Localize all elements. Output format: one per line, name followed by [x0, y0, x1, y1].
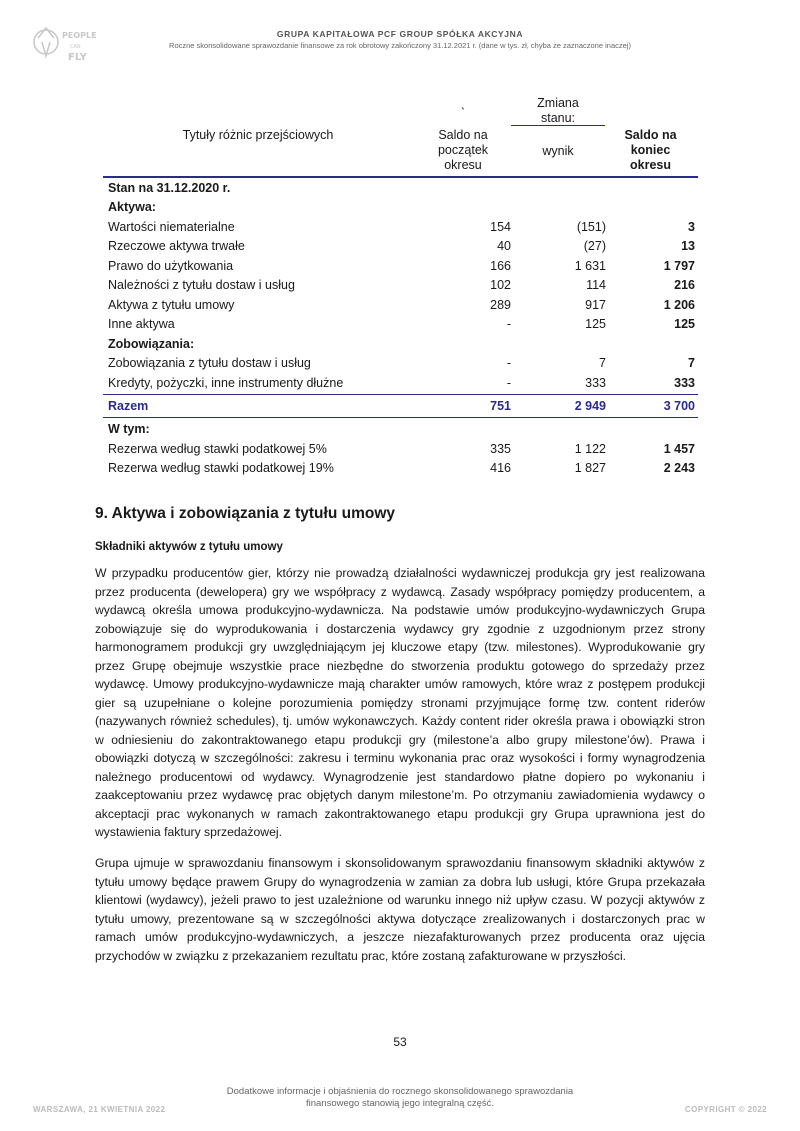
row-label: Wartości niematerialne [108, 219, 235, 234]
cell-closing: 3 700 [663, 398, 695, 413]
logo-text-people: PEOPLE [62, 31, 97, 40]
row-label: Prawo do użytkowania [108, 258, 234, 273]
paragraph-2: Grupa ujmuje w sprawozdaniu finansowym i skonsolidowanym sprawozdaniu finansowym składniki aktywów z tytułu umowy będące prawem Grupy do wynagrodzenia w zamian za dobra lub usługi, które Grupa przekazała klientowi (wydawcy), jeżeli prawo to jest uzależnione od warunku innego niż upływ czasu. W pozycji aktywów z tytułu umowy, prezentowane są w szczególności aktywa dotyczące zrealizowanych i dostarczonych prac w ramach umów produkcyjno-wydawniczych, a jeszcze niezafakturowanych przez producenta oraz ujęcia przychodów w związku z przekazaniem rezultatu prac, które zostaną zafakturowane w przyszłości. [95, 856, 705, 963]
table-row [103, 373, 698, 393]
col-label-header: Tytuły różnic przejściowych [182, 128, 334, 142]
logo-text-can: CAN [70, 44, 81, 50]
table-row [103, 237, 698, 257]
cell-closing: 1 797 [663, 258, 695, 273]
cell-opening: - [506, 317, 511, 332]
col-open-header: Saldo na początek okresu [437, 128, 489, 172]
cell-closing: 3 [688, 219, 695, 234]
cell-closing: 2 243 [663, 461, 695, 476]
table-row [103, 295, 698, 315]
company-logo [32, 22, 97, 74]
row-label: Aktywa z tytułu umowy [108, 297, 235, 312]
col-change-group-header: Zmiana stanu: [537, 96, 579, 125]
row-label: Należności z tytułu dostaw i usług [108, 278, 295, 293]
section-title: 9. Aktywa i zobowiązania z tytułu umowy [95, 505, 396, 522]
footer-copyright: COPYRIGHT © 2022 [684, 1105, 767, 1114]
stray-backtick: ` [460, 106, 466, 120]
cell-opening: 40 [497, 239, 511, 254]
table-body [103, 178, 698, 478]
table-section-row [103, 420, 698, 440]
cell-closing: 13 [681, 239, 695, 254]
cell-opening: 289 [490, 297, 511, 312]
cell-closing: 1 457 [663, 441, 695, 456]
cell-change: 2 949 [574, 398, 606, 413]
cell-change: 1 827 [574, 461, 606, 476]
cell-opening: 751 [490, 398, 511, 413]
table-header [103, 94, 698, 178]
cell-change: 114 [586, 278, 606, 293]
cell-change: 7 [599, 356, 606, 371]
page-number: 53 [393, 1035, 407, 1049]
row-label: Kredyty, pożyczki, inne instrumenty dłużne [108, 375, 344, 390]
row-label: Rzeczowe aktywa trwałe [108, 239, 245, 254]
footer-note: Dodatkowe informacje i objaśnienia do rocznego skonsolidowanego sprawozdania finansowego stanowią jego integralną część. [226, 1086, 574, 1109]
table-row [103, 217, 698, 237]
cell-change: 917 [585, 297, 606, 312]
cell-change: 125 [585, 317, 606, 332]
cell-closing: 125 [674, 317, 695, 332]
table-section-row [103, 334, 698, 354]
row-label: Rezerwa według stawki podatkowej 5% [108, 441, 327, 456]
table-section-row [103, 198, 698, 218]
cell-closing: 7 [688, 356, 695, 371]
cell-opening: - [506, 375, 511, 390]
cell-opening: 102 [490, 278, 511, 293]
footer-date: WARSZAWA, 21 KWIETNIA 2022 [33, 1105, 166, 1114]
row-label: W tym: [108, 422, 150, 437]
table-row [103, 439, 698, 459]
section-subtitle: Składniki aktywów z tytułu umowy [95, 541, 283, 553]
paragraph-1: W przypadku producentów gier, którzy nie prowadzą działalności wydawniczej produkcja gry jest realizowana przez producenta (dewelopera) gry we współpracy z wydawcą. Zasady współpracy pomiędzy producentem, a wydawcą określa umowa produkcyjno-wydawnicza. Na podstawie umów produkcyjno-wydawniczych Grupa zobowiązuje się do wyprodukowania i dostarczenia wydawcy gry zgodnie z uzgodnionym przez strony harmonogramem produkcji gry uwzględniającym jej kluczowe etapy (tzw. milestones). Wyprodukowanie gry przez Grupę obejmuje wszystkie prace niezbędne do stworzenia produktu gotowego do sprzedaży przez wydawcę. Umowy produkcyjno-wydawnicze mają charakter umów ramowych, które wraz z postępem produkcji gier są uzupełniane o kolejne porozumienia pomiędzy stronami przyjmujące formę tzw. content riderów (nazywanych również schedules), tj. umów wykonawczych. Każdy content rider określa prawa i obowiązki stron w odniesieniu do zakontraktowanego etapu produkcji gry (milestone’a albo grupy milestone’ów). Prawa i obowiązki dotyczą w szczególności: zakresu i terminu wykonania prac oraz wysokości i formy wynagrodzenia należnego producentowi od wydawcy. Wynagrodzenie jest standardowo płatne dopiero po wykonaniu i zaakceptowaniu przez wydawcę prac objętych danym milestone’m. Po otrzymaniu zawiadomienia wydawcy o akceptacji prac wykonanych w ramach zakontraktowanego etapu produkcji gry Grupa uprawniona jest do wystawienia faktury sprzedażowej. [95, 566, 705, 839]
cell-change: (151) [576, 219, 606, 234]
table-section-row [103, 178, 698, 198]
cell-change: (27) [583, 239, 606, 254]
page-header [120, 29, 680, 50]
row-label: Inne aktywa [108, 317, 175, 332]
table-total-row [103, 394, 698, 418]
report-subtitle: Roczne skonsolidowane sprawozdanie finansowe za rok obrotowy zakończony 31.12.2021 r. (dane w tys. zł, chyba że zaznaczone inaczej) [169, 41, 631, 50]
cell-opening: 154 [490, 219, 511, 234]
cell-change: 333 [585, 375, 606, 390]
cell-closing: 1 206 [663, 297, 695, 312]
table-row [103, 276, 698, 296]
row-label: Razem [108, 398, 149, 413]
table-row [103, 256, 698, 276]
col-change-header: wynik [542, 144, 574, 158]
cell-closing: 216 [674, 278, 695, 293]
row-label: Zobowiązania: [108, 336, 195, 351]
company-name: GRUPA KAPITAŁOWA PCF GROUP SPÓŁKA AKCYJNA [276, 29, 524, 39]
table-row [103, 459, 698, 479]
row-label: Zobowiązania z tytułu dostaw i usług [108, 356, 311, 371]
cell-opening: 335 [490, 441, 511, 456]
row-label: Stan na 31.12.2020 r. [108, 180, 231, 195]
cell-opening: - [506, 356, 511, 371]
cell-change: 1 122 [574, 441, 606, 456]
cell-opening: 166 [490, 258, 511, 273]
cell-change: 1 631 [574, 258, 606, 273]
change-group-rule [511, 125, 605, 126]
row-label: Rezerwa według stawki podatkowej 19% [108, 461, 334, 476]
cell-closing: 333 [674, 375, 695, 390]
col-close-header: Saldo na koniec okresu [624, 128, 677, 172]
row-label: Aktywa: [108, 200, 156, 215]
logo-text-fly: FLY [68, 52, 87, 63]
table-row [103, 354, 698, 374]
deferred-tax-table [103, 94, 698, 478]
table-row [103, 315, 698, 335]
cell-opening: 416 [490, 461, 511, 476]
